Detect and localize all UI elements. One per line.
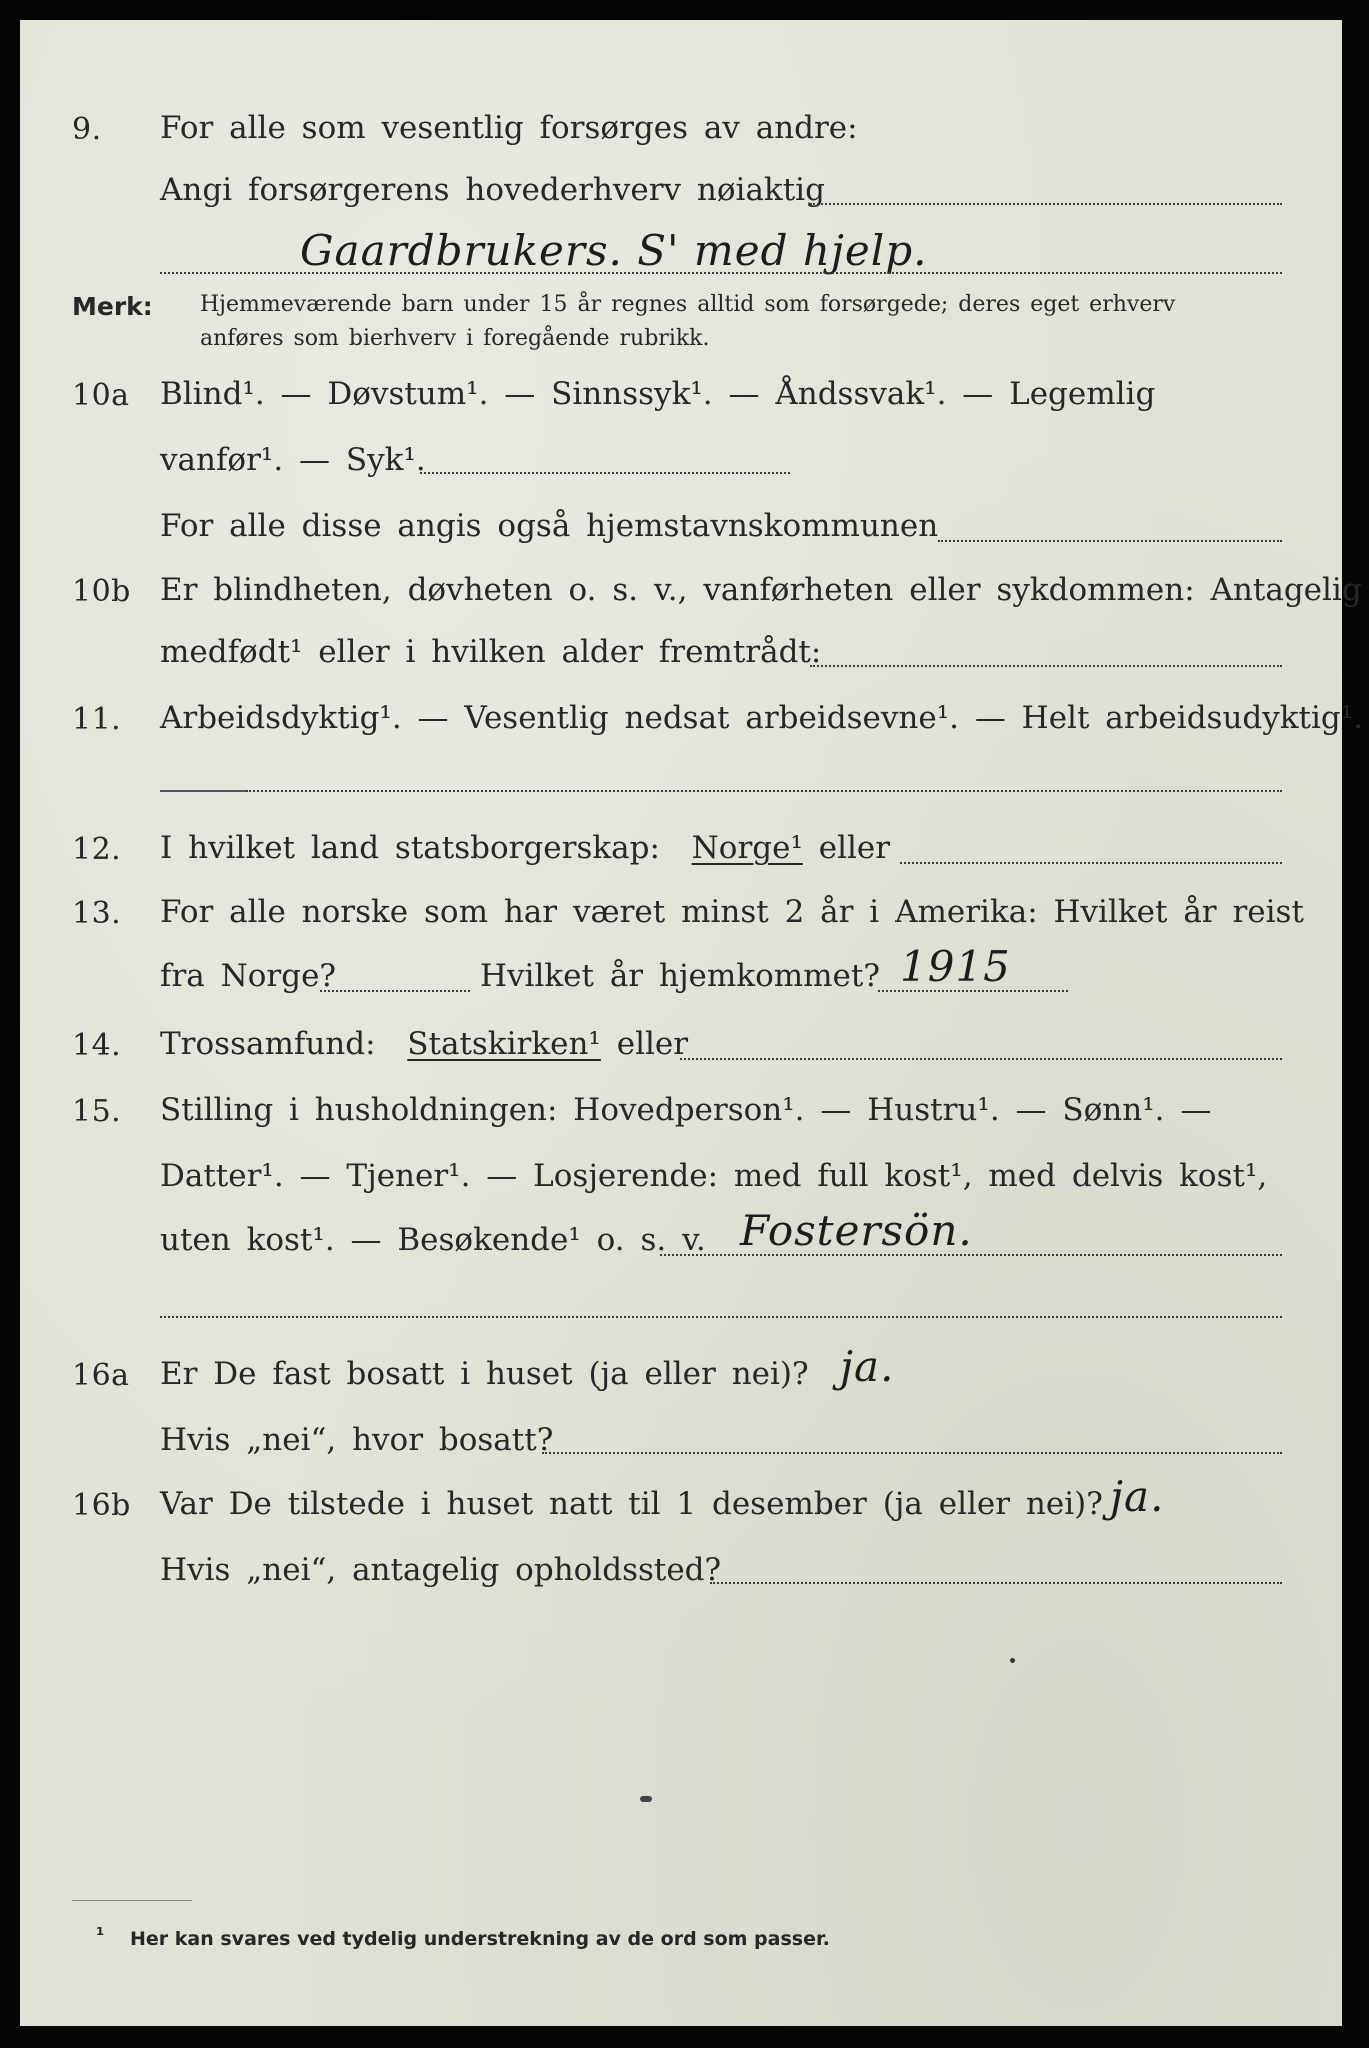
question-10b-number: 10b: [72, 574, 131, 609]
ink-mark: [640, 1796, 652, 1802]
question-16b-number: 16b: [72, 1488, 131, 1523]
question-9-number: 9.: [72, 112, 102, 147]
footnote-marker: ¹: [96, 1924, 105, 1946]
question-11-text: Arbeidsdyktig¹. — Vesentlig nedsat arbeidsevne¹. — Helt arbeidsudyktig¹.: [160, 700, 1364, 736]
question-16b-answer: ja.: [1110, 1472, 1165, 1521]
question-14-text: Trossamfund: Statskirken¹ eller: [160, 1026, 689, 1062]
question-14-number: 14.: [72, 1028, 122, 1063]
question-9-answer: Gaardbrukers. S' med hjelp.: [300, 226, 928, 275]
question-15-number: 15.: [72, 1094, 122, 1129]
question-15-extra-line: [160, 1316, 1282, 1318]
question-16a-text: Er De fast bosatt i huset (ja eller nei)?: [160, 1356, 809, 1392]
question-15-text: Stilling i husholdningen: Hovedperson¹. — Hustru¹. — Sønn¹. —: [160, 1092, 1212, 1128]
question-10b-fill-line: [810, 665, 1282, 667]
question-10a-hjemstavn-line: [938, 540, 1282, 542]
note-label: Merk:: [72, 292, 153, 321]
question-16a-subtext: Hvis „nei“, hvor bosatt?: [160, 1422, 554, 1458]
question-11-underline: [160, 790, 246, 792]
question-10b-subtext: medfødt¹ eller i hvilken alder fremtrådt:: [160, 634, 822, 670]
question-16b-text: Var De tilstede i huset natt til 1 desember (ja eller nei)?: [160, 1486, 1103, 1522]
question-10a-number: 10a: [72, 378, 130, 413]
question-10a-text: Blind¹. — Døvstum¹. — Sinnssyk¹. — Åndssvak¹. — Legemlig: [160, 376, 1156, 412]
ink-dot: [1010, 1658, 1015, 1663]
question-14-underlined-option: Statskirken¹: [407, 1026, 601, 1062]
note-line-2: anføres som bierhverv i foregående rubrikk.: [200, 326, 710, 351]
question-10a-hjemstavn: For alle disse angis også hjemstavnskommunen: [160, 508, 939, 544]
question-9-subtext: Angi forsørgerens hovederhverv nøiaktig: [160, 172, 825, 208]
question-16a-number: 16a: [72, 1358, 130, 1393]
question-16a-answer: ja.: [840, 1342, 895, 1391]
question-15-line-3: uten kost¹. — Besøkende¹ o. s. v.: [160, 1222, 706, 1258]
question-16a-fill-line: [542, 1452, 1282, 1454]
census-form-page: [20, 20, 1364, 2026]
question-13-number: 13.: [72, 896, 122, 931]
question-13-answer-line: [878, 990, 1068, 992]
question-13-answer: 1915: [900, 942, 1011, 991]
question-13-text: For alle norske som har været minst 2 år i Amerika: Hvilket år reist: [160, 894, 1304, 930]
question-13-from-norway: fra Norge?: [160, 958, 337, 994]
question-15-fill-line: [660, 1254, 1282, 1256]
footnote-text: Her kan svares ved tydelig understrekning av de ord som passer.: [130, 1928, 830, 1950]
question-14-fill-line: [680, 1058, 1282, 1060]
question-12-fill-line: [900, 862, 1282, 864]
question-9-text: For alle som vesentlig forsørges av andre:: [160, 110, 858, 146]
question-9-answer-line: [160, 272, 1282, 274]
question-16b-fill-line: [710, 1582, 1282, 1584]
question-16b-subtext: Hvis „nei“, antagelig opholdssted?: [160, 1552, 722, 1588]
note-line-1: Hjemmeværende barn under 15 år regnes alltid som forsørgede; deres eget erhverv: [200, 292, 1176, 317]
question-10b-text: Er blindheten, døvheten o. s. v., vanførheten eller sykdommen: Antagelig: [160, 572, 1362, 608]
question-11-number: 11.: [72, 702, 122, 737]
question-13-returned: Hvilket år hjemkommet?: [480, 958, 880, 994]
question-11-fill-line: [246, 790, 1282, 792]
question-12-underlined-option: Norge¹: [691, 830, 803, 866]
question-9-fill-line: [810, 203, 1282, 205]
question-10a-fill-line: [420, 472, 790, 474]
question-15-line-2: Datter¹. — Tjener¹. — Losjerende: med full kost¹, med delvis kost¹,: [160, 1158, 1268, 1194]
question-10a-subtext: vanfør¹. — Syk¹.: [160, 442, 426, 478]
question-12-number: 12.: [72, 832, 122, 867]
question-15-answer: Fostersön.: [740, 1206, 973, 1255]
question-12-text: I hvilket land statsborgerskap: Norge¹ eller: [160, 830, 891, 866]
footnote-separator: [72, 1900, 192, 1901]
question-13-from-fill-line: [320, 990, 470, 992]
